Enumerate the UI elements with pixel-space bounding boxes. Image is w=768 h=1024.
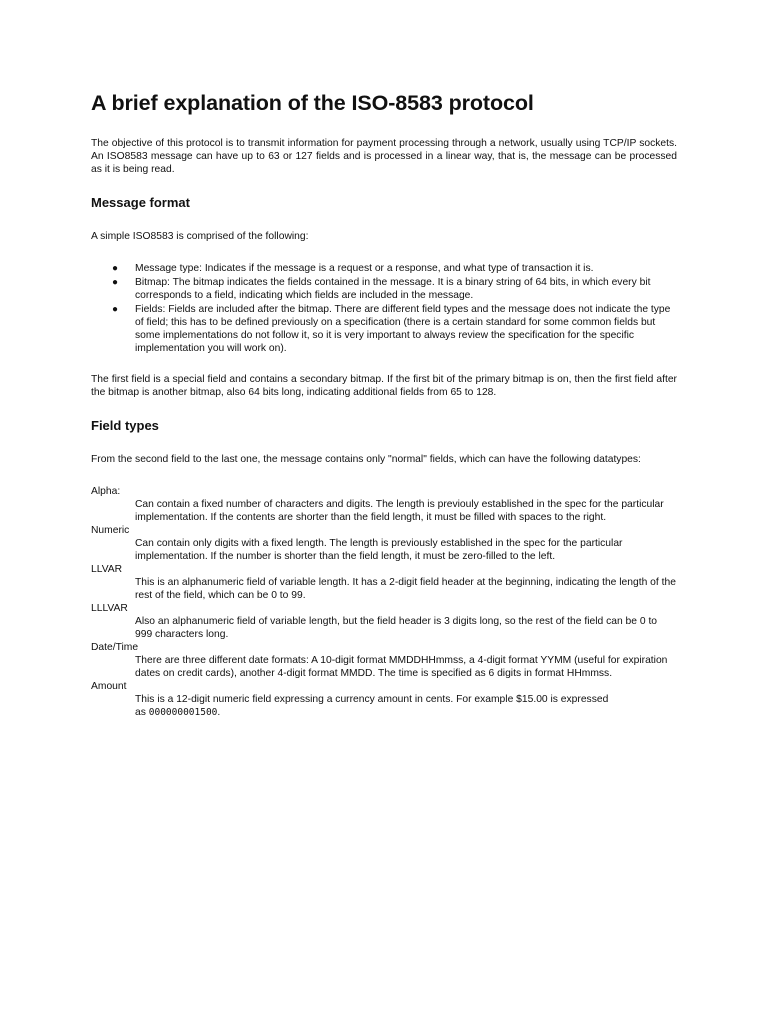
- list-item-text: Bitmap: The bitmap indicates the fields contained in the message. It is a binary string of 64 bits, in which every bit corresponds to a field, indicating which fields are included in the message.: [135, 277, 651, 301]
- field-types-heading: Field types: [91, 418, 159, 433]
- field-type-name: Date/Time: [91, 642, 139, 653]
- list-item: [91, 303, 677, 355]
- document-page: [91, 88, 677, 719]
- bullet-icon: ●: [112, 304, 119, 315]
- bullet-icon: ●: [112, 263, 119, 274]
- field-type-description: Can contain only digits with a fixed length. The length is previously established in the spec for the particular implementation. If the number is shorter than the field length, it must be zero-filled to the left.: [135, 538, 623, 562]
- field-types-lead: From the second field to the last one, the message contains only "normal" fields, which can have the following datatypes:: [91, 454, 641, 465]
- amount-example-code: 000000001500: [148, 707, 218, 718]
- field-type-name: Numeric: [91, 525, 130, 536]
- document-title: A brief explanation of the ISO-8583 protocol: [91, 91, 534, 115]
- list-item-text: Message type: Indicates if the message is a request or a response, and what type of transaction it is.: [135, 263, 594, 274]
- message-format-heading: Message format: [91, 195, 190, 210]
- secondary-bitmap-paragraph: The first field is a special field and contains a secondary bitmap. If the first bit of the primary bitmap is on, then the first field after the bitmap is another bitmap, also 64 bits long, indicating additional fields from 65 to 128.: [91, 374, 677, 398]
- field-type-name: Amount: [91, 681, 127, 692]
- field-type-name: LLLVAR: [91, 603, 128, 614]
- field-type-description: This is an alphanumeric field of variable length. It has a 2-digit field header at the beginning, indicating the length of the rest of the field, which can be 0 to 99.: [135, 577, 676, 601]
- amount-description-text: This is a 12-digit numeric field expressing a currency amount in cents. For example $15.00 is expressed: [135, 694, 609, 705]
- list-item: [91, 276, 677, 302]
- bullet-icon: ●: [112, 277, 119, 288]
- amount-example-suffix: .: [217, 707, 221, 718]
- amount-example-prefix: as: [135, 707, 149, 718]
- list-item: [91, 262, 677, 275]
- field-type-name: LLVAR: [91, 564, 123, 575]
- list-item-text: Fields: Fields are included after the bitmap. There are different field types and the message does not indicate the type of field; this has to be defined previously on a specification (there is a certain standard for some common fields but some implementations do not follow it, so it is very important to always review the specification for the specific implementation you will work on).: [135, 304, 671, 354]
- field-type-name: Alpha:: [91, 486, 121, 497]
- message-format-list: [91, 262, 677, 355]
- field-type-description: Also an alphanumeric field of variable length, but the field header is 3 digits long, so the rest of the field can be 0 to 999 characters long.: [135, 616, 658, 640]
- field-type-description-amount: [135, 693, 677, 719]
- intro-paragraph: The objective of this protocol is to transmit information for payment processing through a network, usually using TCP/IP sockets. An ISO8583 message can have up to 63 or 127 fields and is processed in a linear way, that is, the message can be processed as it is being read.: [91, 138, 677, 175]
- field-type-description: There are three different date formats: A 10-digit format MMDDHHmmss, a 4-digit format YYMM (useful for expiration dates on credit cards), another 4-digit format MMDD. The time is specified as 6 digits in format HHmmss.: [135, 655, 668, 679]
- field-type-description: Can contain a fixed number of characters and digits. The length is previouly established in the spec for the particular implementation. If the contents are shorter than the field length, it must be filled with spaces to the right.: [135, 499, 664, 523]
- field-types-list: [91, 485, 677, 719]
- message-format-lead: A simple ISO8583 is comprised of the following:: [91, 231, 309, 242]
